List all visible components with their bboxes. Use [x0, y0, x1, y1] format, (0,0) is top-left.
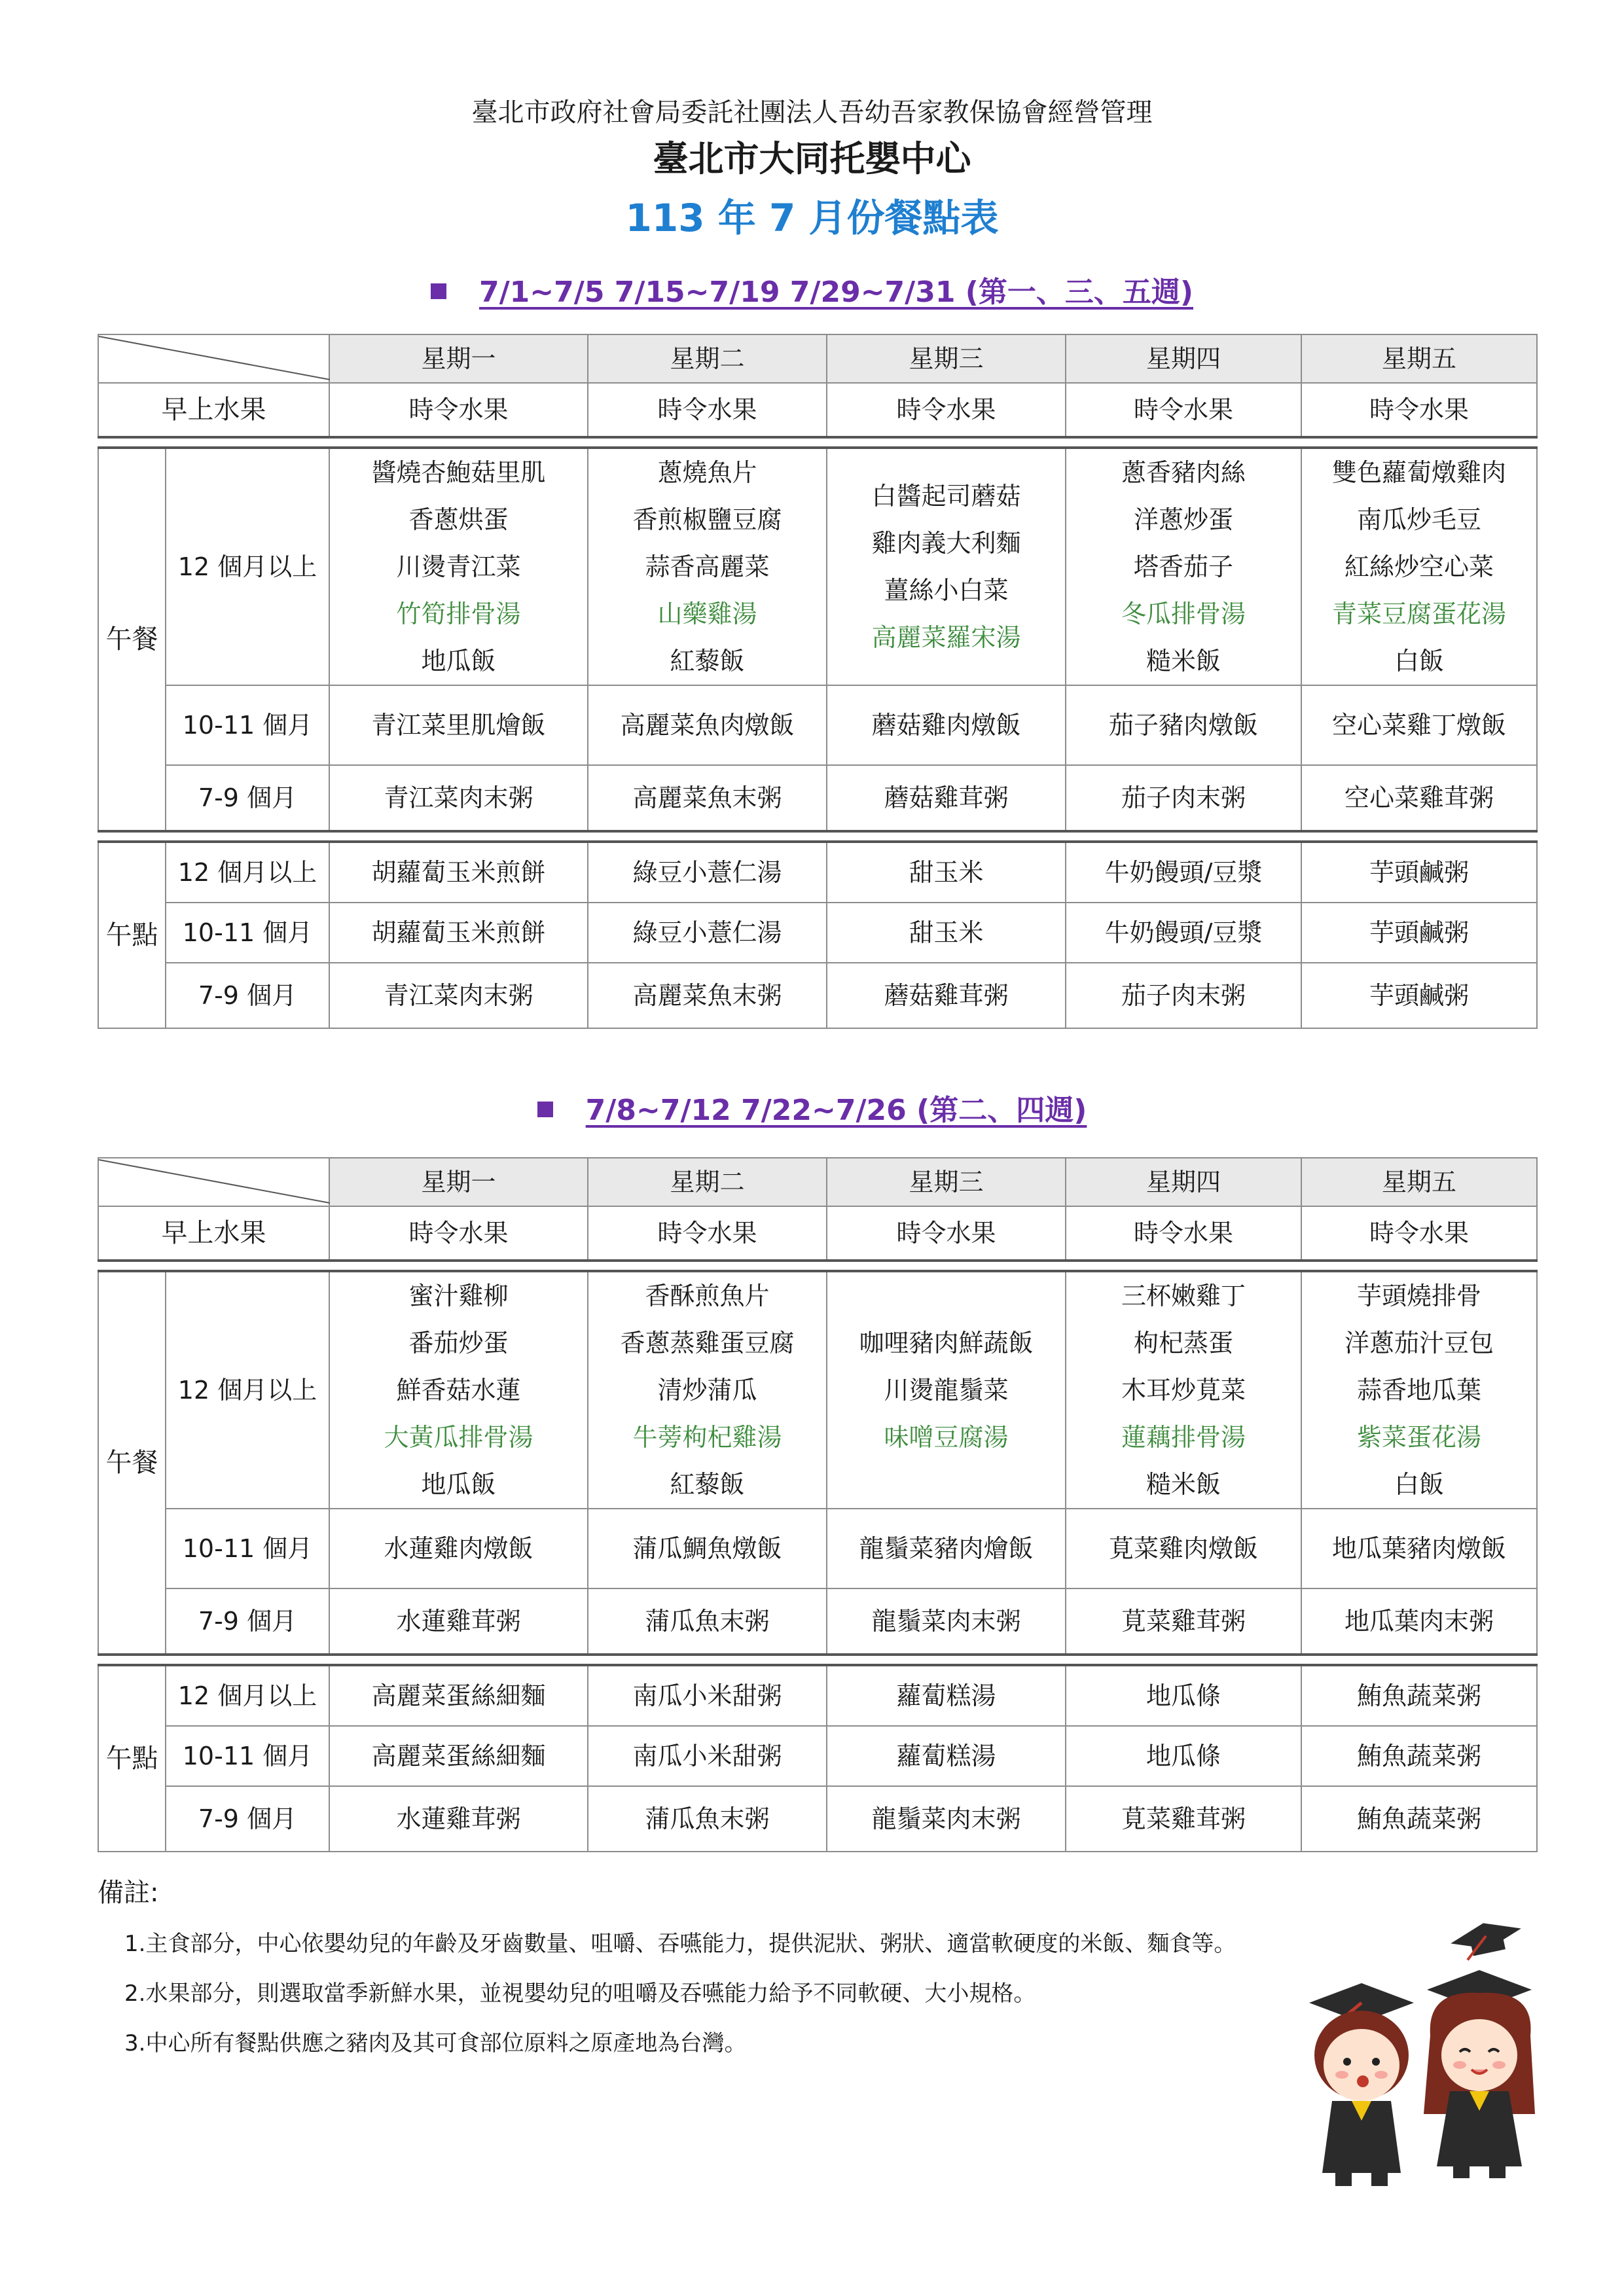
dish: 香酥煎魚片	[645, 1282, 770, 1310]
dish: 洋蔥茄汁豆包	[1344, 1329, 1494, 1357]
dish: 白醬起司蘑菇	[871, 482, 1021, 511]
fruit-cell: 時令水果	[329, 383, 588, 437]
dish: 蔥燒魚片	[657, 458, 757, 487]
snack-12m-cell: 甜玉米	[827, 842, 1066, 903]
snack-7m-cell: 茄子肉末粥	[1066, 963, 1301, 1028]
fruit-label: 早上水果	[98, 383, 329, 437]
snack-12m-cell: 胡蘿蔔玉米煎餅	[329, 842, 588, 903]
fruit-label: 早上水果	[98, 1206, 329, 1261]
dish: 南瓜炒毛豆	[1356, 505, 1481, 534]
dish: 香蔥烘蛋	[408, 505, 509, 534]
weekday-header-row	[98, 1158, 1537, 1206]
snack-12m-cell: 地瓜條	[1066, 1665, 1301, 1726]
dish: 鮮香菇水蓮	[396, 1376, 521, 1405]
lunch-7m-row	[98, 1588, 1537, 1655]
snack-7m-cell: 龍鬚菜肉末粥	[827, 1786, 1066, 1852]
dish: 雞肉義大利麵	[871, 529, 1021, 558]
age-7m-label: 7-9 個月	[166, 765, 329, 831]
dish: 木耳炒莧菜	[1121, 1376, 1246, 1405]
snack-7m-cell: 蒲瓜魚末粥	[588, 1786, 827, 1852]
lunch-12m-cell	[329, 1271, 588, 1509]
snack-7m-cell: 水蓮雞茸粥	[329, 1786, 588, 1852]
weekday-header: 星期二	[588, 1158, 827, 1206]
dish: 白飯	[1394, 1470, 1444, 1499]
note-item: 1.主食部分，中心依嬰幼兒的年齡及牙齒數量、咀嚼、吞嚥能力，提供泥狀、粥狀、適當軟硬度的米飯、麵食等。	[124, 1931, 1236, 1957]
lunch-10m-cell: 龍鬚菜豬肉燴飯	[827, 1509, 1066, 1588]
snack-10m-cell: 綠豆小薏仁湯	[588, 903, 827, 963]
snack-10m-cell: 牛奶饅頭/豆漿	[1066, 903, 1301, 963]
dish: 川燙龍鬚菜	[884, 1376, 1009, 1405]
dish: 薑絲小白菜	[884, 576, 1009, 605]
snack-10m-cell: 鮪魚蔬菜粥	[1301, 1726, 1537, 1786]
soup-dish: 味噌豆腐湯	[884, 1423, 1009, 1452]
lunch-7m-cell: 空心菜雞茸粥	[1301, 765, 1537, 831]
soup-dish: 紫菜蛋花湯	[1356, 1423, 1481, 1452]
snack-12m-cell: 牛奶饅頭/豆漿	[1066, 842, 1301, 903]
snack-12m-age-label: 12 個月以上	[166, 1665, 329, 1726]
lunch-7m-cell: 水蓮雞茸粥	[329, 1588, 588, 1655]
dish: 地瓜飯	[421, 647, 496, 675]
diagonal-corner-cell	[98, 1158, 329, 1206]
snack-7m-cell: 芋頭鹹粥	[1301, 963, 1537, 1028]
bullet-square-icon	[537, 1102, 553, 1117]
lunch-label: 午餐	[98, 1271, 166, 1655]
soup-dish: 蓮藕排骨湯	[1121, 1423, 1246, 1452]
age-10m-label: 10-11 個月	[166, 685, 329, 765]
snack-12m-cell: 綠豆小薏仁湯	[588, 842, 827, 903]
lunch-7m-cell: 高麗菜魚末粥	[588, 765, 827, 831]
dish: 香煎椒鹽豆腐	[632, 505, 782, 534]
fruit-cell: 時令水果	[588, 1206, 827, 1261]
snack-7m-cell: 青江菜肉末粥	[329, 963, 588, 1028]
dish: 紅藜飯	[670, 647, 745, 675]
week2-menu-table	[98, 1157, 1538, 1852]
fruit-cell: 時令水果	[1301, 1206, 1537, 1261]
menu-title: 113 年 7 月份餐點表	[625, 196, 999, 240]
dish: 洋蔥炒蛋	[1133, 505, 1233, 534]
dish: 蔥香豬肉絲	[1121, 458, 1246, 487]
weekday-header: 星期四	[1066, 334, 1301, 383]
snack-7m-row	[98, 1786, 1537, 1852]
snack-10m-cell: 高麗菜蛋絲細麵	[329, 1726, 588, 1786]
organization-line: 臺北市政府社會局委託社團法人吾幼吾家教保協會經營管理	[471, 98, 1153, 128]
soup-dish: 青菜豆腐蛋花湯	[1331, 600, 1506, 628]
notes-title: 備註:	[98, 1878, 159, 1908]
snack-7m-cell: 鮪魚蔬菜粥	[1301, 1786, 1537, 1852]
snack-12m-row	[98, 842, 1537, 903]
lunch-12m-cell	[827, 1271, 1066, 1509]
note-item: 2.水果部分，則選取當季新鮮水果，並視嬰幼兒的咀嚼及吞嚥能力給予不同軟硬、大小規格。	[124, 1981, 1036, 2007]
dish: 枸杞蒸蛋	[1133, 1329, 1233, 1357]
snack-12m-row	[98, 1665, 1537, 1726]
note-item: 3.中心所有餐點供應之豬肉及其可食部位原料之原產地為台灣。	[124, 2030, 747, 2056]
lunch-12m-cell	[1066, 448, 1301, 685]
center-name: 臺北市大同托嬰中心	[653, 138, 971, 179]
weekday-header: 星期一	[329, 334, 588, 383]
dish: 地瓜飯	[421, 1470, 496, 1499]
lunch-10m-cell: 蒲瓜鯛魚燉飯	[588, 1509, 827, 1588]
snack-10m-cell: 胡蘿蔔玉米煎餅	[329, 903, 588, 963]
age-12m-label: 12 個月以上	[166, 1271, 329, 1509]
dish: 塔香茄子	[1133, 552, 1233, 581]
snack-12m-cell: 高麗菜蛋絲細麵	[329, 1665, 588, 1726]
lunch-7m-cell: 茄子肉末粥	[1066, 765, 1301, 831]
dish: 蒜香地瓜葉	[1356, 1376, 1481, 1405]
dish: 蒜香高麗菜	[645, 552, 770, 581]
lunch-7m-cell: 地瓜葉肉末粥	[1301, 1588, 1537, 1655]
snack-7m-cell: 高麗菜魚末粥	[588, 963, 827, 1028]
fruit-cell: 時令水果	[827, 1206, 1066, 1261]
weekday-header: 星期二	[588, 334, 827, 383]
snack-10m-cell: 芋頭鹹粥	[1301, 903, 1537, 963]
diagonal-corner-cell	[98, 334, 329, 383]
lunch-12m-cell	[1301, 448, 1537, 685]
lunch-7m-cell: 青江菜肉末粥	[329, 765, 588, 831]
weekday-header-row	[98, 334, 1537, 383]
dish: 芋頭燒排骨	[1356, 1282, 1481, 1310]
age-12m-label: 12 個月以上	[166, 448, 329, 685]
snack-label: 午點	[98, 842, 166, 1028]
lunch-7m-cell: 蒲瓜魚末粥	[588, 1588, 827, 1655]
fruit-cell: 時令水果	[1301, 383, 1537, 437]
dish: 醬燒杏鮑菇里肌	[371, 458, 546, 487]
section-divider	[98, 1655, 1537, 1665]
snack-10m-age-label: 10-11 個月	[166, 1726, 329, 1786]
lunch-10m-cell: 莧菜雞肉燉飯	[1066, 1509, 1301, 1588]
bullet-square-icon	[431, 283, 446, 299]
lunch-7m-row	[98, 765, 1537, 831]
fruit-cell: 時令水果	[827, 383, 1066, 437]
week1-menu-table	[98, 334, 1538, 1029]
weekday-header: 星期三	[827, 1158, 1066, 1206]
fruit-cell: 時令水果	[1066, 383, 1301, 437]
dish: 清炒蒲瓜	[657, 1376, 757, 1405]
dish: 紅藜飯	[670, 1470, 745, 1499]
fruit-cell: 時令水果	[329, 1206, 588, 1261]
dish: 糙米飯	[1146, 647, 1221, 675]
lunch-12m-row	[98, 448, 1537, 685]
snack-12m-cell: 芋頭鹹粥	[1301, 842, 1537, 903]
dish: 香蔥蒸雞蛋豆腐	[620, 1329, 795, 1357]
dish: 白飯	[1394, 647, 1444, 675]
lunch-12m-cell	[1066, 1271, 1301, 1509]
dish: 雙色蘿蔔燉雞肉	[1331, 458, 1506, 487]
lunch-12m-cell	[827, 448, 1066, 685]
week2-heading: 7/8~7/12 7/22~7/26 (第二、四週)	[0, 1086, 1624, 1128]
dish: 糙米飯	[1146, 1470, 1221, 1499]
soup-dish: 竹筍排骨湯	[396, 600, 521, 628]
dish: 蜜汁雞柳	[408, 1282, 509, 1310]
lunch-7m-cell: 莧菜雞茸粥	[1066, 1588, 1301, 1655]
section-divider	[98, 1261, 1537, 1271]
snack-10m-age-label: 10-11 個月	[166, 903, 329, 963]
dish: 咖哩豬肉鮮蔬飯	[859, 1329, 1034, 1357]
age-10m-label: 10-11 個月	[166, 1509, 329, 1588]
snack-7m-age-label: 7-9 個月	[166, 963, 329, 1028]
lunch-7m-cell: 蘑菇雞茸粥	[827, 765, 1066, 831]
fruit-row	[98, 383, 1537, 437]
snack-7m-row	[98, 963, 1537, 1028]
snack-7m-cell: 莧菜雞茸粥	[1066, 1786, 1301, 1852]
week1-heading: 7/1~7/5 7/15~7/19 7/29~7/31 (第一、三、五週)	[0, 268, 1624, 310]
soup-dish: 山藥雞湯	[657, 600, 757, 628]
section-divider	[98, 831, 1537, 842]
snack-10m-row	[98, 903, 1537, 963]
dish: 川燙青江菜	[396, 552, 521, 581]
lunch-12m-cell	[588, 448, 827, 685]
snack-label: 午點	[98, 1665, 166, 1852]
weekday-header: 星期五	[1301, 334, 1537, 383]
snack-10m-cell: 南瓜小米甜粥	[588, 1726, 827, 1786]
lunch-10m-cell: 高麗菜魚肉燉飯	[588, 685, 827, 765]
lunch-12m-cell	[588, 1271, 827, 1509]
graduation-kids-illustration	[1283, 1905, 1558, 2193]
fruit-cell: 時令水果	[1066, 1206, 1301, 1261]
fruit-row	[98, 1206, 1537, 1261]
snack-7m-cell: 蘑菇雞茸粥	[827, 963, 1066, 1028]
snack-10m-cell: 甜玉米	[827, 903, 1066, 963]
lunch-10m-cell: 空心菜雞丁燉飯	[1301, 685, 1537, 765]
lunch-12m-row	[98, 1271, 1537, 1509]
lunch-label: 午餐	[98, 448, 166, 831]
lunch-10m-row	[98, 1509, 1537, 1588]
snack-10m-row	[98, 1726, 1537, 1786]
lunch-10m-cell: 蘑菇雞肉燉飯	[827, 685, 1066, 765]
lunch-7m-cell: 龍鬚菜肉末粥	[827, 1588, 1066, 1655]
soup-dish: 高麗菜羅宋湯	[871, 623, 1021, 652]
fruit-cell: 時令水果	[588, 383, 827, 437]
weekday-header: 星期一	[329, 1158, 588, 1206]
lunch-12m-cell	[329, 448, 588, 685]
snack-12m-cell: 蘿蔔糕湯	[827, 1665, 1066, 1726]
snack-10m-cell: 地瓜條	[1066, 1726, 1301, 1786]
weekday-header: 星期四	[1066, 1158, 1301, 1206]
section-divider	[98, 437, 1537, 448]
snack-10m-cell: 蘿蔔糕湯	[827, 1726, 1066, 1786]
snack-12m-cell: 南瓜小米甜粥	[588, 1665, 827, 1726]
snack-12m-age-label: 12 個月以上	[166, 842, 329, 903]
lunch-10m-cell: 茄子豬肉燉飯	[1066, 685, 1301, 765]
soup-dish: 牛蒡枸杞雞湯	[632, 1423, 782, 1452]
lunch-10m-cell: 地瓜葉豬肉燉飯	[1301, 1509, 1537, 1588]
lunch-10m-row	[98, 685, 1537, 765]
soup-dish: 大黃瓜排骨湯	[384, 1423, 533, 1452]
weekday-header: 星期三	[827, 334, 1066, 383]
age-7m-label: 7-9 個月	[166, 1588, 329, 1655]
soup-dish: 冬瓜排骨湯	[1121, 600, 1246, 628]
lunch-10m-cell: 青江菜里肌燴飯	[329, 685, 588, 765]
snack-12m-cell: 鮪魚蔬菜粥	[1301, 1665, 1537, 1726]
snack-7m-age-label: 7-9 個月	[166, 1786, 329, 1852]
dish: 番茄炒蛋	[408, 1329, 509, 1357]
lunch-12m-cell	[1301, 1271, 1537, 1509]
weekday-header: 星期五	[1301, 1158, 1537, 1206]
dish: 紅絲炒空心菜	[1344, 552, 1494, 581]
lunch-10m-cell: 水蓮雞肉燉飯	[329, 1509, 588, 1588]
dish: 三杯嫩雞丁	[1121, 1282, 1246, 1310]
